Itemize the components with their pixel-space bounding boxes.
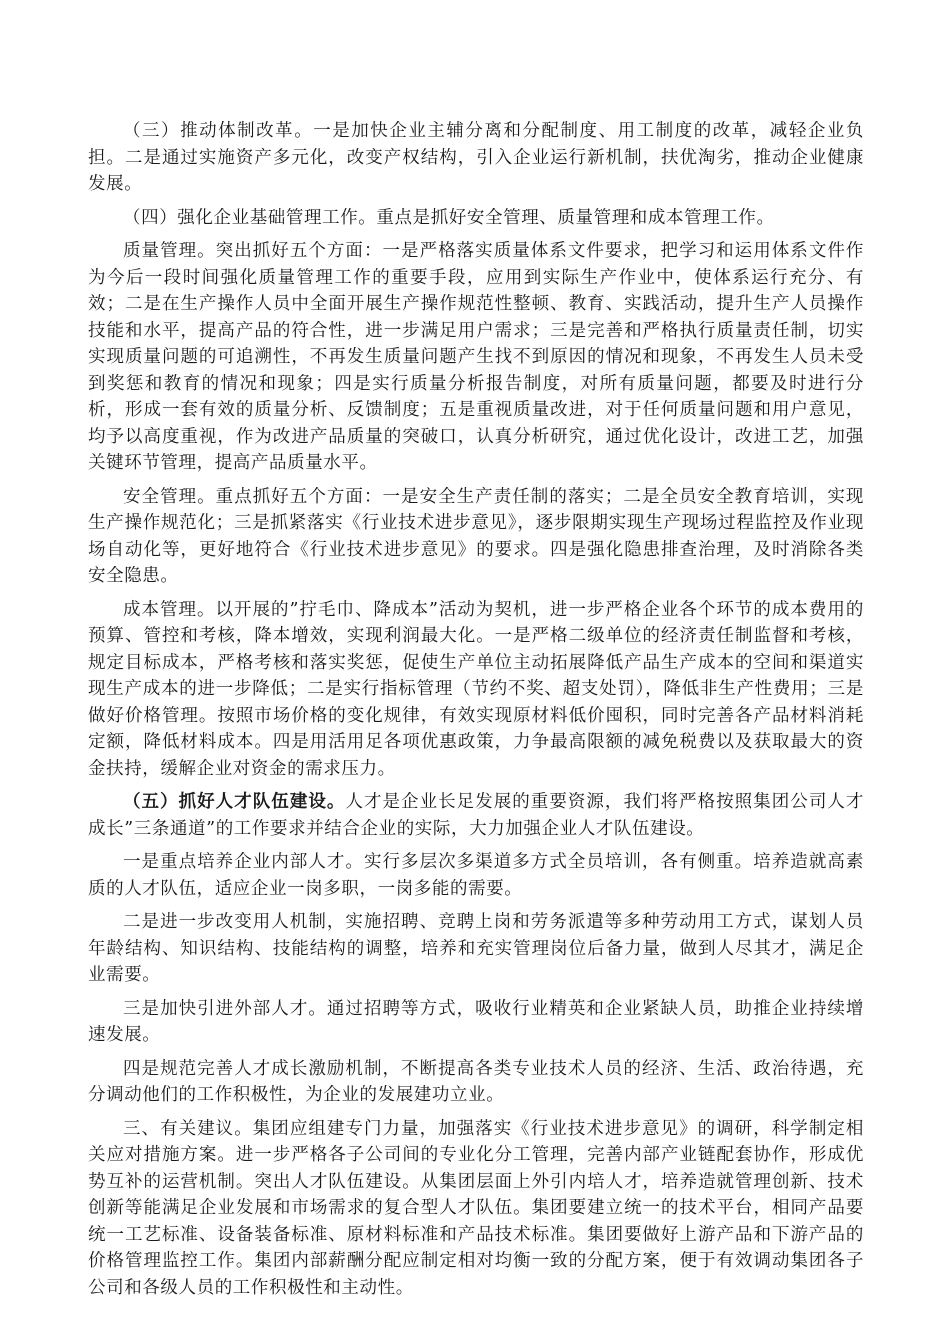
- paragraph-basic-management: [88, 205, 864, 232]
- paragraph-suggestions: [88, 1116, 864, 1302]
- paragraph-text: （三）推动体制改革。一是加快企业主辅分离和分配制度、用工制度的改革，减轻企业负担。二是通过实施资产多元化，改变产权结构，引入企业运行新机制，扶优淘劣，推动企业健康发展。: [88, 121, 864, 194]
- paragraph-text: 人才是企业长足发展的重要资源，我们将严格按照集团公司人才成长”三条通道”的工作要求并结合企业的实际，大力加强企业人才队伍建设。: [88, 792, 864, 839]
- paragraph-employment-mechanism: [88, 909, 864, 989]
- paragraph-text: 成本管理。以开展的”拧毛巾、降成本”活动为契机，进一步严格企业各个环节的成本费用的预算、管控和考核，降本增效，实现利润最大化。一是严格二级单位的经济责任制监督和考核，规定目标成本，严格考核和落实奖惩，促使生产单位主动拓展降低产品生产成本的空间和渠道实现生产成本的进一步降低；二是实行指标管理（节约不奖、超支处罚），降低非生产性费用；三是做好价格管理。按照市场价格的变化规律，有效实现原材料低价囤积，同时完善各产品材料消耗定额，降低材料成本。四是用活用足各项优惠政策，力争最高限额的减免税费以及获取最大的资金扶持，缓解企业对资金的需求压力。: [88, 599, 864, 779]
- paragraph-text: 四是规范完善人才成长激励机制，不断提高各类专业技术人员的经济、生活、政治待遇，充分调动他们的工作积极性，为企业的发展建功立业。: [88, 1058, 864, 1105]
- paragraph-text: 三、有关建议。集团应组建专门力量，加强落实《行业技术进步意见》的调研，科学制定相关应对措施方案。进一步严格各子公司间的专业化分工管理，完善内部产业链配套协作，形成优势互补的运营机制。突出人才队伍建设。从集团层面上外引内培人才，培养造就管理创新、技术创新等能满足企业发展和市场需求的复合型人才队伍。集团要建立统一的技术平台，相同产品要统一工艺标准、设备装备标准、原材料标准和产品技术标准。集团要做好上游产品和下游产品的价格管理监控工作。集团内部薪酬分配应制定相对均衡一致的分配方案，便于有效调动集团各子公司和各级人员的工作积极性和主动性。: [88, 1118, 864, 1298]
- paragraph-text: （四）强化企业基础管理工作。重点是抓好安全管理、质量管理和成本管理工作。: [123, 207, 775, 228]
- paragraph-safety-management: [88, 484, 864, 590]
- paragraph-text: 一是重点培养企业内部人才。实行多层次多渠道多方式全员培训，各有侧重。培养造就高素质的人才队伍，适应企业一岗多职，一岗多能的需要。: [88, 852, 864, 899]
- paragraph-heading-bold: （五）抓好人才队伍建设。: [123, 792, 346, 812]
- paragraph-text: 安全管理。重点抓好五个方面：一是安全生产责任制的落实；二是全员安全教育培训，实现生产操作规范化；三是抓紧落实《行业技术进步意见》，逐步限期实现生产现场过程监控及作业现场自动化等，更好地符合《行业技术进步意见》的要求。四是强化隐患排查治理，及时消除各类安全隐患。: [88, 486, 864, 586]
- paragraph-external-talent: [88, 996, 864, 1049]
- paragraph-quality-management: [88, 238, 864, 477]
- paragraph-internal-talent: [88, 849, 864, 902]
- paragraph-text: 质量管理。突出抓好五个方面：一是严格落实质量体系文件要求，把学习和运用体系文件作为今后一段时间强化质量管理工作的重要手段，应用到实际生产作业中，使体系运行充分、有效；二是在生产操作人员中全面开展生产操作规范性整顿、教育、实践活动，提升生产人员操作技能和水平，提高产品的符合性，进一步满足用户需求；三是完善和严格执行质量责任制，切实实现质量问题的可追溯性，不再发生质量问题产生找不到原因的情况和现象，不再发生人员未受到奖惩和教育的情况和现象；四是实行质量分析报告制度，对所有质量问题，都要及时进行分析，形成一套有效的质量分析、反馈制度；五是重视质量改进，对于任何质量问题和用户意见，均予以高度重视，作为改进产品质量的突破口，认真分析研究，通过优化设计，改进工艺，加强关键环节管理，提高产品质量水平。: [88, 241, 864, 473]
- paragraph-text: 三是加快引进外部人才。通过招聘等方式，吸收行业精英和企业紧缺人员，助推企业持续增速发展。: [88, 998, 864, 1045]
- paragraph-system-reform: [88, 118, 864, 198]
- paragraph-talent-team: [88, 789, 864, 842]
- paragraph-cost-management: [88, 597, 864, 783]
- paragraph-incentive-mechanism: [88, 1056, 864, 1109]
- paragraph-text: 二是进一步改变用人机制，实施招聘、竞聘上岗和劳务派遣等多种劳动用工方式，谋划人员年龄结构、知识结构、技能结构的调整，培养和充实管理岗位后备力量，做到人尽其才，满足企业需要。: [88, 912, 864, 985]
